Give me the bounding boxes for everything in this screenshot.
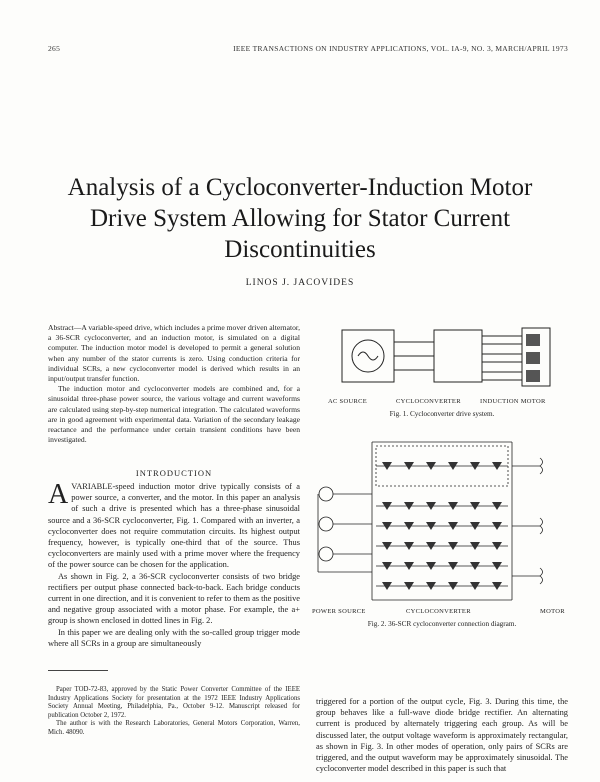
fig1-label-cycloconverter: CYCLOCONVERTER [396,398,461,405]
figure-1-caption: Fig. 1. Cycloconverter drive system. [389,410,495,418]
footnotes [48,686,300,737]
intro-paragraph-2: As shown in Fig. 2, a 36-SCR cycloconverter consists of two bridge rectifiers per output phase connected back-to-back. Each bridge conducts current in one direction, and it is convenient to refer to them as the positive and negative group associated with a motor phase. For example, the a+ group is shown enclosed in dotted lines in Fig. 2. [48,571,300,626]
journal-header: IEEE TRANSACTIONS ON INDUSTRY APPLICATIONS, VOL. IA-9, NO. 3, MARCH/APRIL 1973 [233,44,568,53]
cycloconverter-box [434,330,482,382]
intro-paragraph-1 [48,481,300,571]
intro-paragraph-1-text: VARIABLE-speed induction motor drive typically consists of a power source, a converter, and the motor. In this paper an analysis of such a drive is presented which has a three-phase sinusoidal source and a 36-SCR cycloconverter, Fig. 1. Compared with an inverter, a cycloconverter does not require commutation circuits. Its highest output frequency, however, is typically one-third that of the source. Thus cycloconverters are mainly used with a prime mover where the frequency of the power source can be chosen for the application. [48,482,300,570]
sine-wave-icon [358,352,378,360]
right-column-text [316,696,568,774]
fig2-label-power-source: POWER SOURCE [312,608,366,615]
motor-winding-b-icon [540,518,543,534]
footnote-1: Paper TOD-72-83, approved by the Static Power Converter Committee of the IEEE Industry Applications Society for presentation at the 1972 IEEE Industry Applications Society Annual Meeting, Philadelphia, Pa., October 9-12. Manuscript released for publication October 2, 1972. [48,686,300,719]
paper-title: Analysis of a Cycloconverter-Induction Motor Drive System Allowing for Stator Current Discontinuities [67,174,533,263]
fig2-label-cycloconverter: CYCLOCONVERTER [406,608,471,615]
source-phase-a-icon [319,487,333,501]
footnote-2: The author is with the Research Laboratories, General Motors Corporation, Warren, Mich. 48090. [48,720,300,736]
figure-2-caption: Fig. 2. 36-SCR cycloconverter connection diagram. [367,620,517,628]
right-column-paragraph: triggered for a portion of the output cycle, Fig. 3. During this time, the group behaves like a full-wave diode bridge rectifier. An alternating current is produced by alternately triggering each group. As will be discussed later, the output voltage waveform is approximately rectangular, as shown in Fig. 3. In other modes of operation, only pairs of SCRs are triggered, and the output waveform may be approximately sinusoidal. The cycloconverter model described in this paper is such that [316,697,568,774]
figure-1-diagram [330,322,560,400]
author-name: LINOS J. JACOVIDES [245,278,355,288]
abstract [48,323,300,445]
drop-cap: A [48,479,69,510]
motor-winding-c-icon [540,568,543,584]
fig2-label-motor: MOTOR [540,608,565,615]
abstract-paragraph-1: Abstract—A variable-speed drive, which includes a prime mover driven alternator, a 36-SCR cycloconverter, and an induction motor, is simulated on a digital computer. The induction motor model is developed to permit a general solution when any number of the stator currents is zero. Using conduction criteria for individual SCRs, a new cycloconverter model is derived which results in an input/output transfer function. [48,323,300,384]
winding-c [526,370,540,382]
source-phase-c-icon [319,547,333,561]
abstract-paragraph-2: The induction motor and cycloconverter models are combined and, for a sinusoidal three-phase power source, the various voltage and current waveforms are calculated using step-by-step numerical integration. The calculated waveforms are in good agreement with experimental data. Variation of the secondary leakage reactance and the performance under certain transient conditions have been investigated. [48,384,300,445]
fig1-label-induction-motor: INDUCTION MOTOR [480,398,546,405]
winding-a [526,334,540,346]
footnote-rule [48,670,108,671]
motor-winding-a-icon [540,458,543,474]
source-phase-b-icon [319,517,333,531]
figure-2-diagram [312,432,568,610]
intro-paragraph-3: In this paper we are dealing only with the so-called group trigger mode where all SCRs in a group are simultaneously [48,627,300,648]
fig1-label-ac-source: AC SOURCE [328,398,367,405]
section-heading-introduction: INTRODUCTION [135,468,213,478]
winding-b [526,352,540,364]
introduction-body [48,481,300,649]
page-number: 265 [48,44,61,53]
